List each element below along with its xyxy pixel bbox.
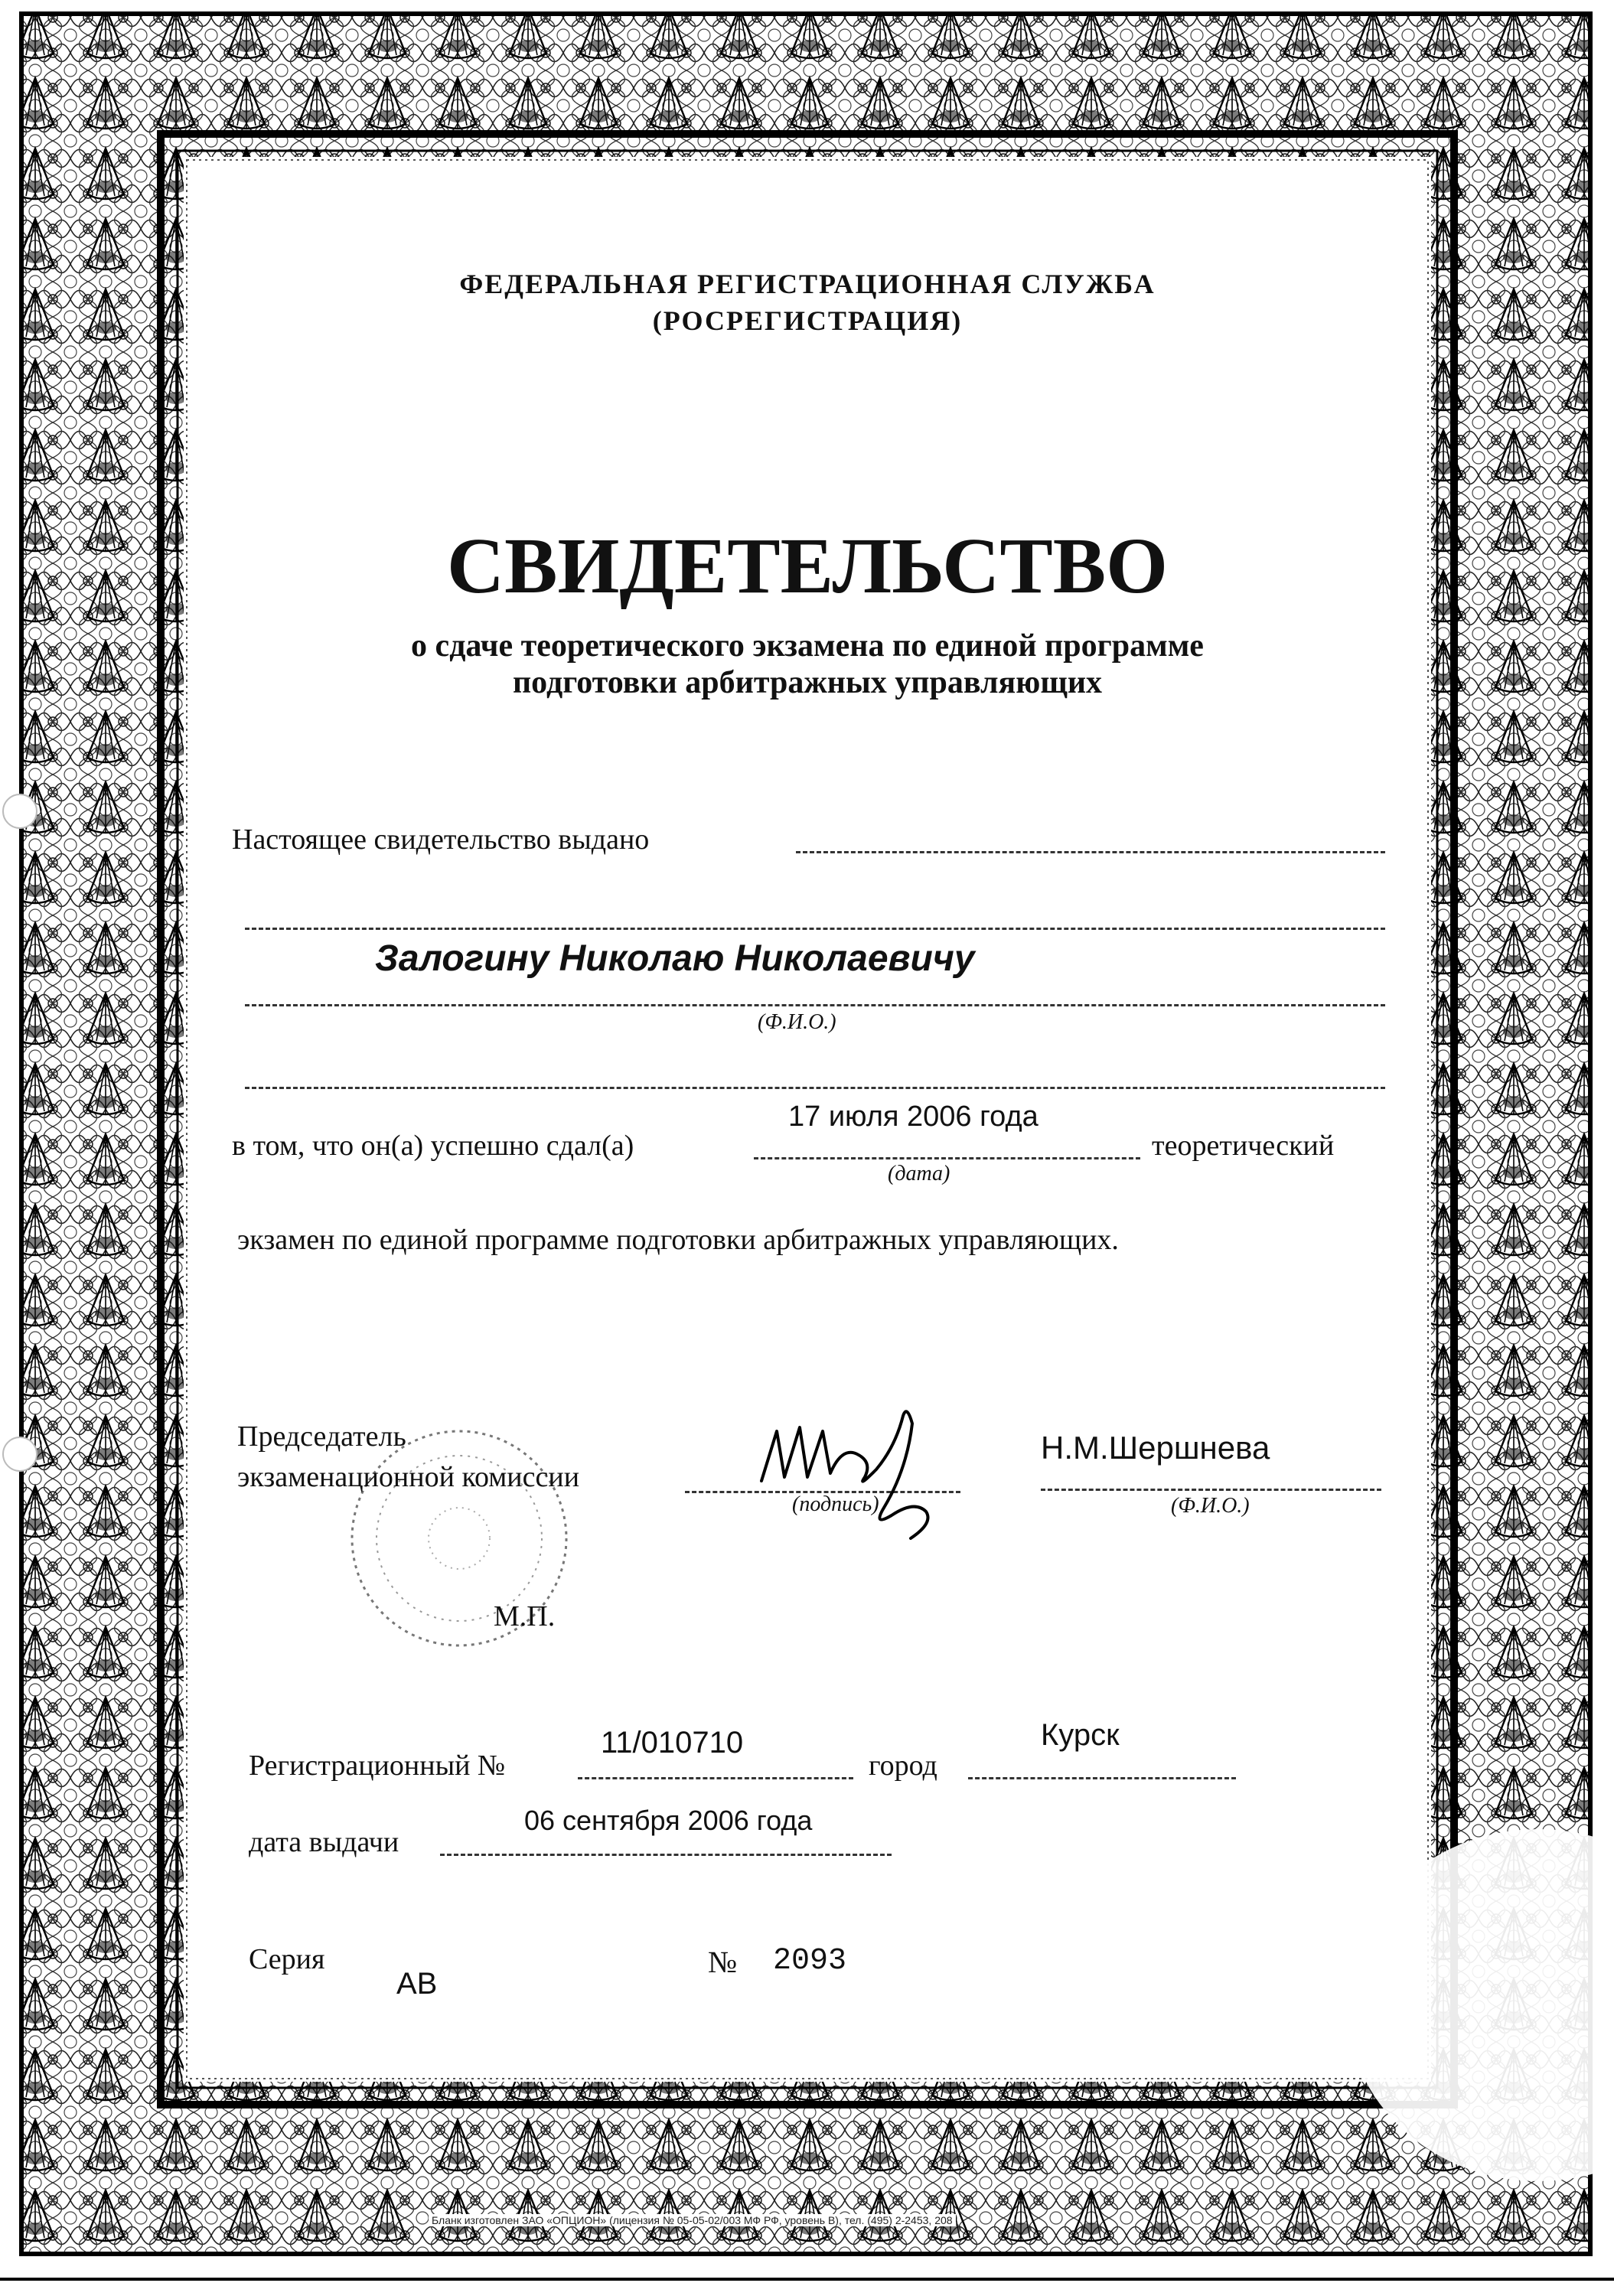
holder-name: Залогину Николаю Николаевичу (375, 938, 975, 979)
registration-number: 11/010710 (601, 1726, 744, 1760)
agency-name: ФЕДЕРАЛЬНАЯ РЕГИСТРАЦИОННАЯ СЛУЖБА (459, 269, 1156, 299)
city-value: Курск (1041, 1718, 1120, 1752)
chairman-name-line (1041, 1489, 1381, 1491)
agency-abbreviation: (РОСРЕГИСТРАЦИЯ) (652, 305, 963, 336)
series-label: Серия (249, 1943, 325, 1975)
holder-name-caption: (Ф.И.О.) (758, 1010, 836, 1034)
series-value: АВ (396, 1967, 438, 2001)
issued-to-line (796, 851, 1385, 853)
document-subtitle-line2: подготовки арбитражных управляющих (512, 665, 1103, 700)
chairman-name: Н.М.Шершнева (1041, 1430, 1270, 1466)
exam-suffix: теоретический (1152, 1130, 1335, 1162)
issue-date-label: дата выдачи (249, 1826, 399, 1858)
exam-prefix: в том, что он(а) успешно сдал(а) (232, 1130, 634, 1162)
document-title: СВИДЕТЕЛЬСТВО (446, 522, 1169, 610)
exam-line2: экзамен по единой программе подготовки арбитражных управляющих. (237, 1224, 1119, 1256)
registration-label: Регистрационный № (249, 1750, 506, 1782)
blank-line-2 (245, 1087, 1385, 1089)
series-number-label: № (708, 1945, 738, 1979)
issue-date-line (440, 1854, 892, 1856)
blank-line (245, 928, 1385, 930)
city-label: город (869, 1750, 937, 1782)
exam-date-caption: (дата) (888, 1162, 950, 1186)
chairman-label-line1: Председатель (237, 1420, 406, 1453)
signature-caption: (подпись) (792, 1492, 879, 1516)
registration-number-line (578, 1777, 853, 1779)
document-subtitle-line1: о сдаче теоретического экзамена по единой программе (411, 628, 1204, 664)
city-line (968, 1777, 1236, 1779)
exam-date: 17 июля 2006 года (788, 1101, 1039, 1133)
issued-to-label: Настоящее свидетельство выдано (232, 823, 650, 856)
handwritten-signature (750, 1401, 980, 1554)
seal-place-label: М.П. (494, 1600, 556, 1632)
issue-date-value: 06 сентября 2006 года (524, 1805, 813, 1836)
exam-date-line (754, 1157, 1140, 1159)
chairman-label-line2: экзаменационной комиссии (237, 1461, 580, 1493)
holder-name-line (245, 1004, 1385, 1006)
series-number: 2093 (773, 1944, 847, 1978)
printer-imprint: Бланк изготовлен ЗАО «ОПЦИОН» (лицензия № 05-05-02/003 МФ РФ, уровень В), тел. (495) 2-2453, 208 (429, 2214, 956, 2226)
chairman-name-caption: (Ф.И.О.) (1171, 1494, 1250, 1518)
